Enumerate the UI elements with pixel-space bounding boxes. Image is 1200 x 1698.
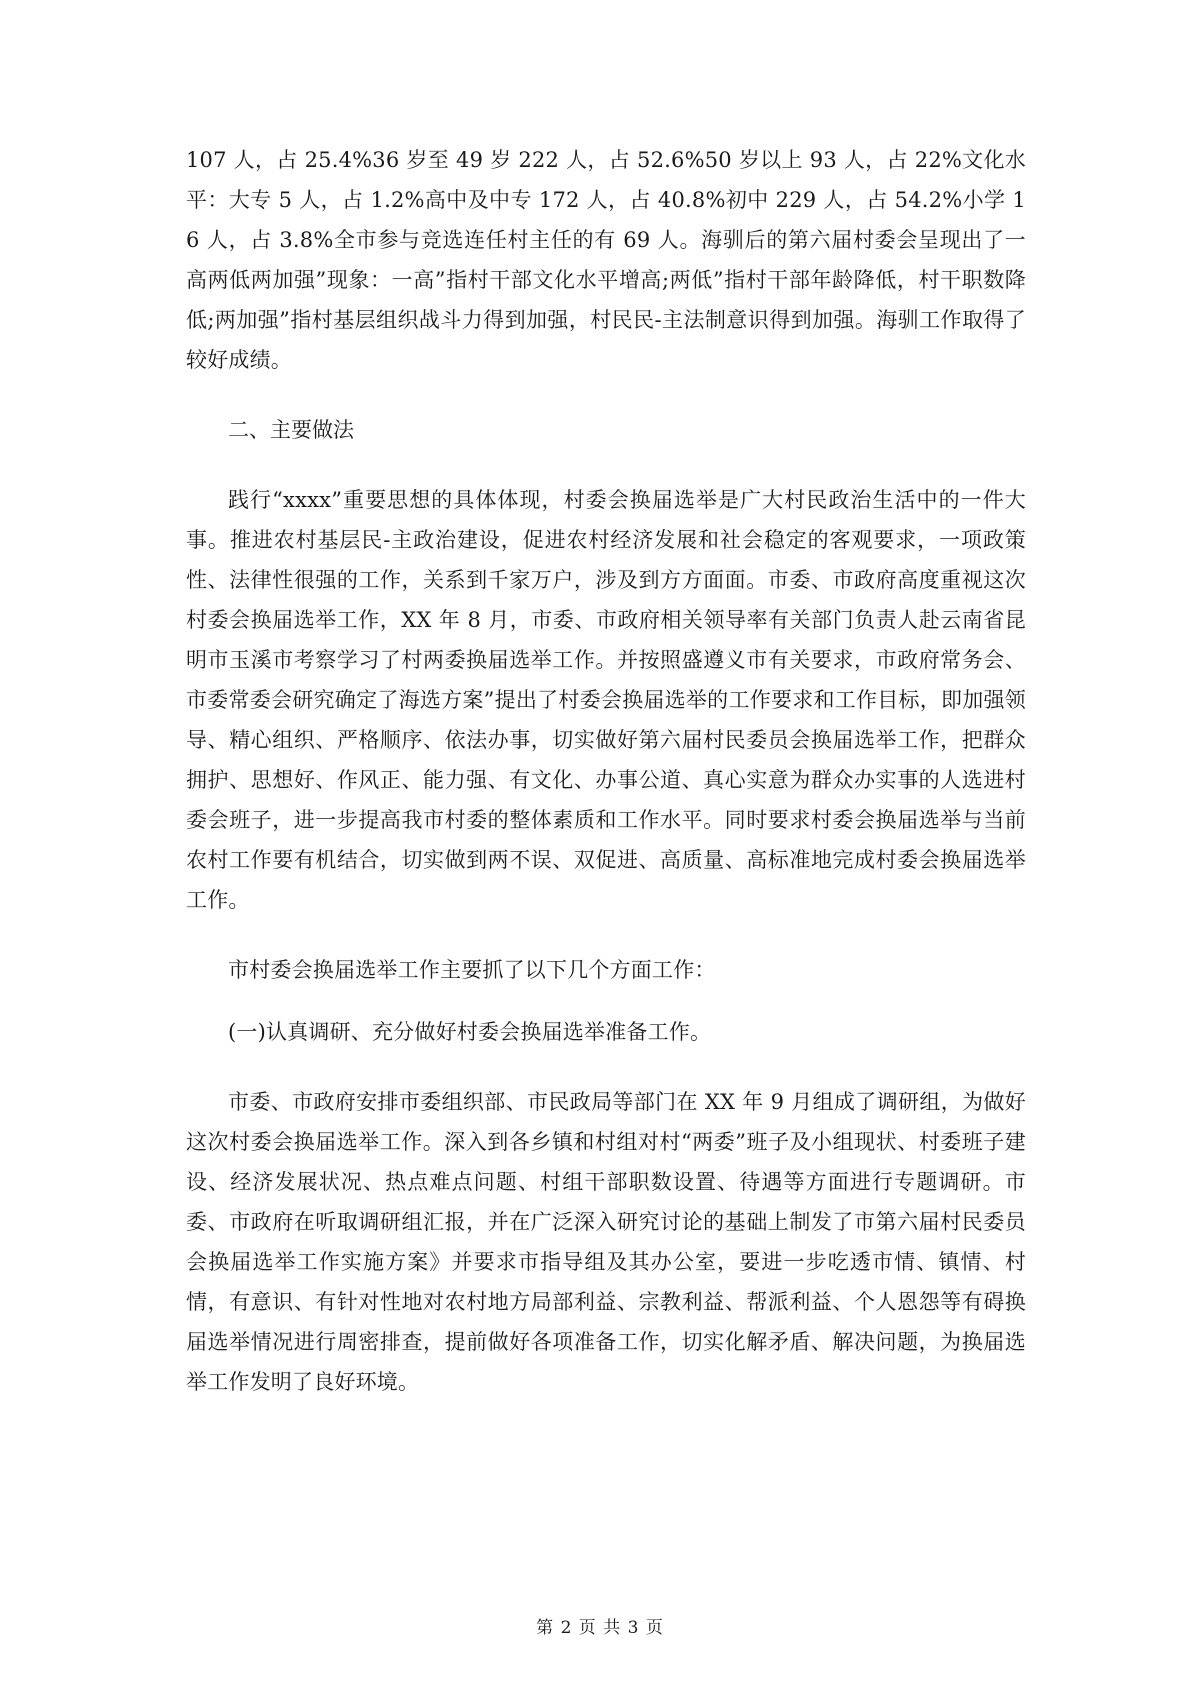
document-body — [186, 140, 1026, 1402]
paragraph-work-aspects: 市村委会换届选举工作主要抓了以下几个方面工作： — [228, 958, 716, 982]
paragraph-research-details: 市委、市政府安排市委组织部、市民政局等部门在 XX 年 9 月组成了调研组，为做好这次村委会换届选举工作。深入到各乡镇和村组对村“两委”班子及小组现状、村委班子建设、经济发展状况、热点难点问题、村组干部职数设置、待遇等方面进行专题调研。市委、市政府在听取调研组汇报，并在广泛深入研究讨论的基础上制发了市第六届村民委员会换届选举工作实施方案》并要求市指导组及其办公室，要进一步吃透市情、镇情、村情，有意识、有针对性地对农村地方局部利益、宗教利益、帮派利益、个人恩怨等有碍换届选举情况进行周密排查，提前做好各项准备工作，切实化解矛盾、解决问题，为换届选举工作发明了良好环境。 — [186, 1090, 1026, 1394]
section-heading-main-practices: 二、主要做法 — [228, 418, 354, 442]
subheading-research-preparation: (一)认真调研、充分做好村委会换届选举准备工作。 — [228, 1020, 712, 1044]
paragraph-practices-intro: 践行“xxxx”重要思想的具体体现，村委会换届选举是广大村民政治生活中的一件大事。推进农村基层民-主政治建设，促进农村经济发展和社会稳定的客观要求，一项政策性、法律性很强的工作，关系到千家万户，涉及到方方面面。市委、市政府高度重视这次村委会换届选举工作，XX 年 8 月，市委、市政府相关领导率有关部门负责人赴云南省昆明市玉溪市考察学习了村两委换届选举工作。并按照盛遵义市有关要求，市政府常务会、市委常委会研究确定了海选方案”提出了村委会换届选举的工作要求和工作目标，即加强领导、精心组织、严格顺序、依法办事，切实做好第六届村民委员会换届选举工作，把群众拥护、思想好、作风正、能力强、有文化、办事公道、真心实意为群众办实事的人选进村委会班子，进一步提高我市村委的整体素质和工作水平。同时要求村委会换届选举与当前农村工作要有机结合，切实做到两不误、双促进、高质量、高标准地完成村委会换届选举工作。 — [186, 488, 1026, 912]
page-number-footer: 第 2 页 共 3 页 — [536, 1618, 664, 1638]
paragraph-statistics: 107 人，占 25.4%36 岁至 49 岁 222 人，占 52.6%50 岁以上 93 人，占 22%文化水平：大专 5 人，占 1.2%高中及中专 172 人，占 40.8%初中 229 人，占 54.2%小学 16 人，占 3.8%全市参与竞选连任村主任的有 69 人。海驯后的第六届村委会呈现出了一高两低两加强”现象：一高”指村干部文化水平增高;两低”指村干部年龄降低，村干职数降低;两加强”指村基层组织战斗力得到加强，村民民-主法制意识得到加强。海驯工作取得了较好成绩。 — [186, 148, 1026, 372]
